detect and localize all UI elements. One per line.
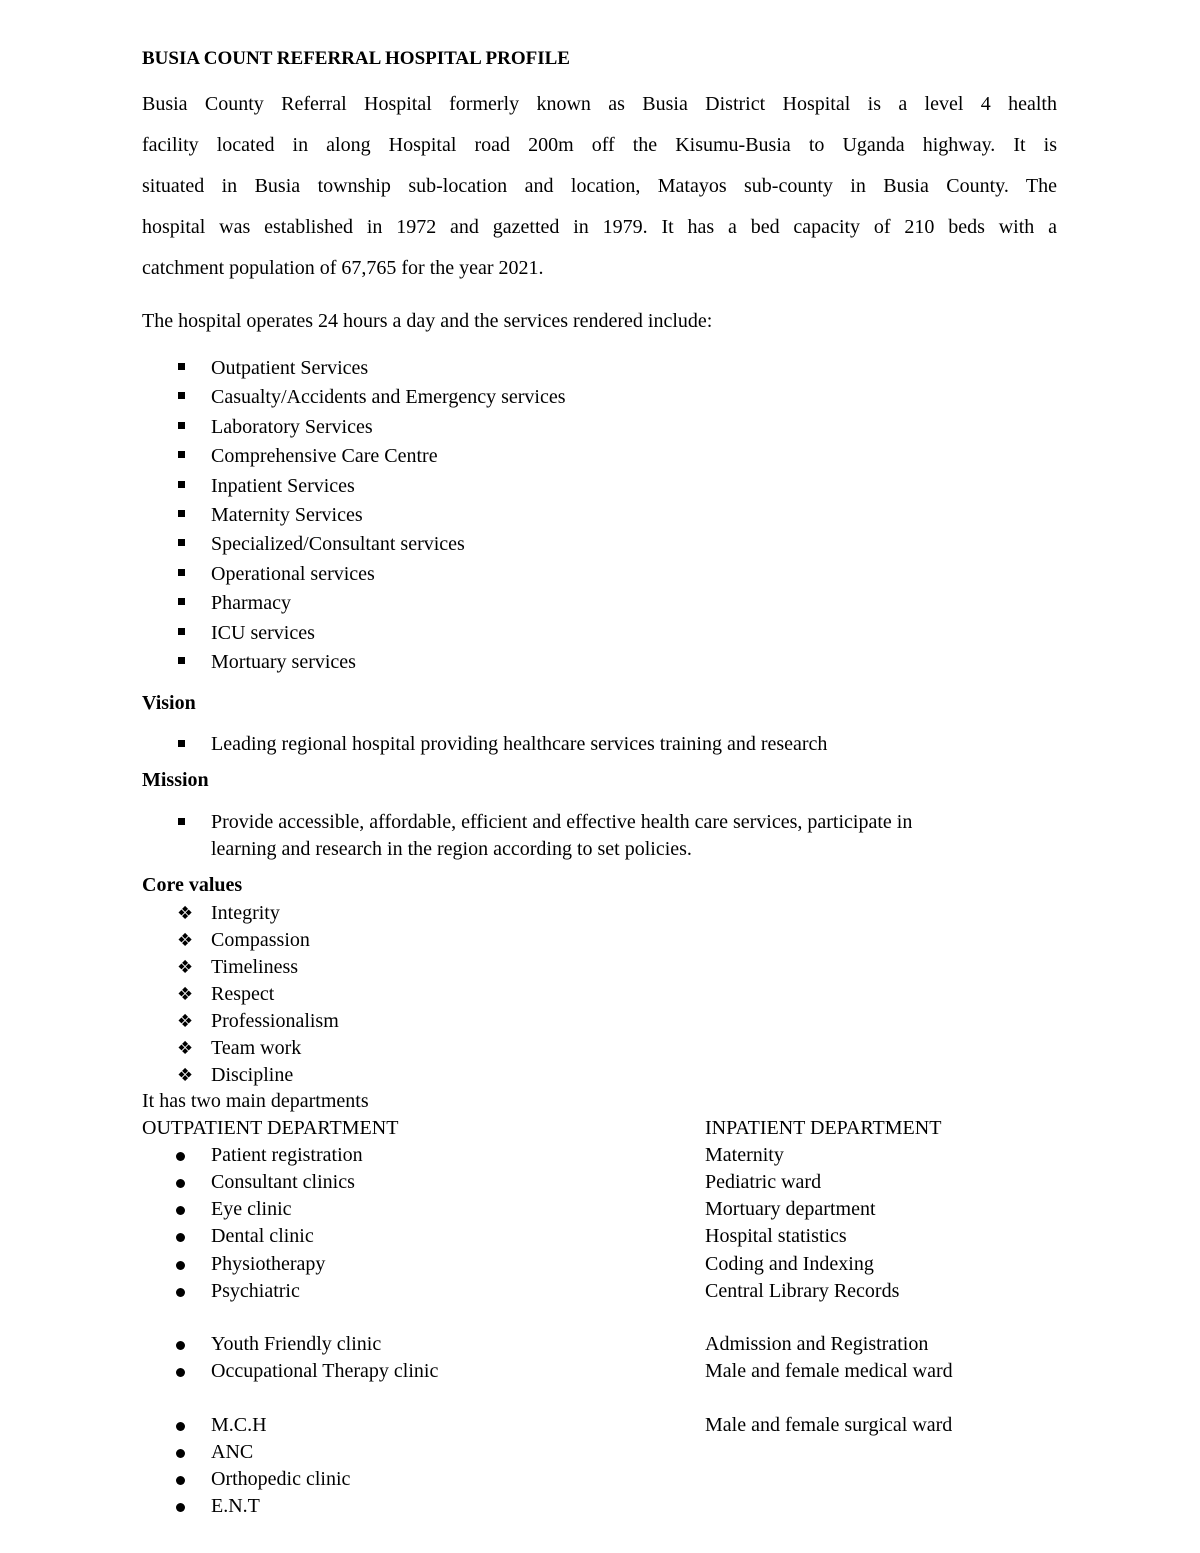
list-item: Mortuary services	[142, 648, 566, 677]
list-item: Outpatient Services	[142, 354, 566, 383]
list-item: Laboratory Services	[142, 413, 566, 442]
intro-paragraph	[142, 84, 1057, 289]
services-intro: The hospital operates 24 hours a day and the services rendered include:	[142, 310, 713, 332]
list-item: Operational services	[142, 560, 566, 589]
list-item: Psychiatric	[142, 1280, 300, 1303]
list-item: Patient registration	[142, 1144, 363, 1167]
list-item: Coding and Indexing	[705, 1253, 874, 1275]
departments-intro: It has two main departments	[142, 1090, 369, 1112]
square-bullet-icon	[178, 451, 185, 458]
list-item: Hospital statistics	[705, 1225, 847, 1247]
inpatient-heading: INPATIENT DEPARTMENT	[705, 1117, 942, 1139]
list-item: Male and female surgical ward	[705, 1414, 953, 1436]
diamond-bullet-icon: ❖	[177, 1065, 194, 1086]
list-item: Central Library Records	[705, 1280, 900, 1302]
list-item: ICU services	[142, 619, 566, 648]
list-item: Male and female medical ward	[705, 1360, 953, 1382]
list-item: Maternity	[705, 1144, 784, 1166]
mission-heading: Mission	[142, 769, 209, 791]
list-item: ❖ Integrity	[142, 900, 339, 927]
square-bullet-icon	[178, 422, 185, 429]
round-bullet-icon	[176, 1152, 185, 1161]
list-item: Inpatient Services	[142, 472, 566, 501]
list-item: Dental clinic	[142, 1225, 314, 1248]
round-bullet-icon	[176, 1422, 185, 1431]
diamond-bullet-icon: ❖	[177, 957, 194, 978]
square-bullet-icon	[178, 363, 185, 370]
intro-line: catchment population of 67,765 for the year 2021.	[142, 257, 544, 279]
list-item: M.C.H	[142, 1414, 267, 1437]
vision-list	[142, 731, 827, 757]
square-bullet-icon	[178, 657, 185, 664]
square-bullet-icon	[178, 481, 185, 488]
list-item: ❖ Team work	[142, 1035, 339, 1062]
square-bullet-icon	[178, 569, 185, 576]
list-item: ❖ Timeliness	[142, 954, 339, 981]
list-item: Maternity Services	[142, 501, 566, 530]
mission-list	[142, 809, 912, 863]
square-bullet-icon	[178, 539, 185, 546]
list-item: ❖ Discipline	[142, 1062, 339, 1089]
round-bullet-icon	[176, 1503, 185, 1512]
list-item: Admission and Registration	[705, 1333, 929, 1355]
list-item: Youth Friendly clinic	[142, 1333, 381, 1356]
round-bullet-icon	[176, 1368, 185, 1377]
intro-line: Busia County Referral Hospital formerly known as Busia District Hospital is a level 4 health	[142, 93, 1057, 115]
round-bullet-icon	[176, 1449, 185, 1458]
square-bullet-icon	[178, 740, 185, 747]
list-item: ❖ Professionalism	[142, 1008, 339, 1035]
list-item: Pharmacy	[142, 589, 566, 618]
list-item: Eye clinic	[142, 1198, 292, 1221]
round-bullet-icon	[176, 1206, 185, 1215]
square-bullet-icon	[178, 628, 185, 635]
core-values-list	[142, 900, 339, 1089]
round-bullet-icon	[176, 1476, 185, 1485]
diamond-bullet-icon: ❖	[177, 1038, 194, 1059]
list-item: Provide accessible, affordable, efficient and effective health care services, participate in learning and research in the region according to set policies.	[142, 809, 912, 863]
square-bullet-icon	[178, 598, 185, 605]
list-item: Orthopedic clinic	[142, 1468, 350, 1491]
list-item: Specialized/Consultant services	[142, 530, 566, 559]
list-item: Consultant clinics	[142, 1171, 355, 1194]
list-item: Mortuary department	[705, 1198, 876, 1220]
square-bullet-icon	[178, 818, 185, 825]
round-bullet-icon	[176, 1261, 185, 1270]
diamond-bullet-icon: ❖	[177, 930, 194, 951]
list-item: Pediatric ward	[705, 1171, 822, 1193]
list-item: ANC	[142, 1441, 253, 1464]
round-bullet-icon	[176, 1233, 185, 1242]
round-bullet-icon	[176, 1288, 185, 1297]
square-bullet-icon	[178, 510, 185, 517]
list-item: ❖ Respect	[142, 981, 339, 1008]
intro-line: hospital was established in 1972 and gazetted in 1979. It has a bed capacity of 210 beds with a	[142, 216, 1057, 238]
list-item: Leading regional hospital providing healthcare services training and research	[142, 731, 827, 757]
intro-line: facility located in along Hospital road 200m off the Kisumu-Busia to Uganda highway. It is	[142, 134, 1057, 156]
round-bullet-icon	[176, 1341, 185, 1350]
core-values-heading: Core values	[142, 874, 243, 896]
square-bullet-icon	[178, 392, 185, 399]
diamond-bullet-icon: ❖	[177, 984, 194, 1005]
outpatient-heading: OUTPATIENT DEPARTMENT	[142, 1117, 399, 1139]
list-item: Comprehensive Care Centre	[142, 442, 566, 471]
diamond-bullet-icon: ❖	[177, 903, 194, 924]
intro-line: situated in Busia township sub-location and location, Matayos sub-county in Busia County. The	[142, 175, 1057, 197]
diamond-bullet-icon: ❖	[177, 1011, 194, 1032]
list-item: ❖ Compassion	[142, 927, 339, 954]
list-item: Physiotherapy	[142, 1253, 325, 1276]
list-item: E.N.T	[142, 1495, 260, 1518]
vision-heading: Vision	[142, 692, 196, 714]
round-bullet-icon	[176, 1179, 185, 1188]
document-title: BUSIA COUNT REFERRAL HOSPITAL PROFILE	[142, 48, 570, 69]
services-list	[142, 354, 566, 677]
list-item: Occupational Therapy clinic	[142, 1360, 438, 1383]
list-item: Casualty/Accidents and Emergency services	[142, 383, 566, 412]
